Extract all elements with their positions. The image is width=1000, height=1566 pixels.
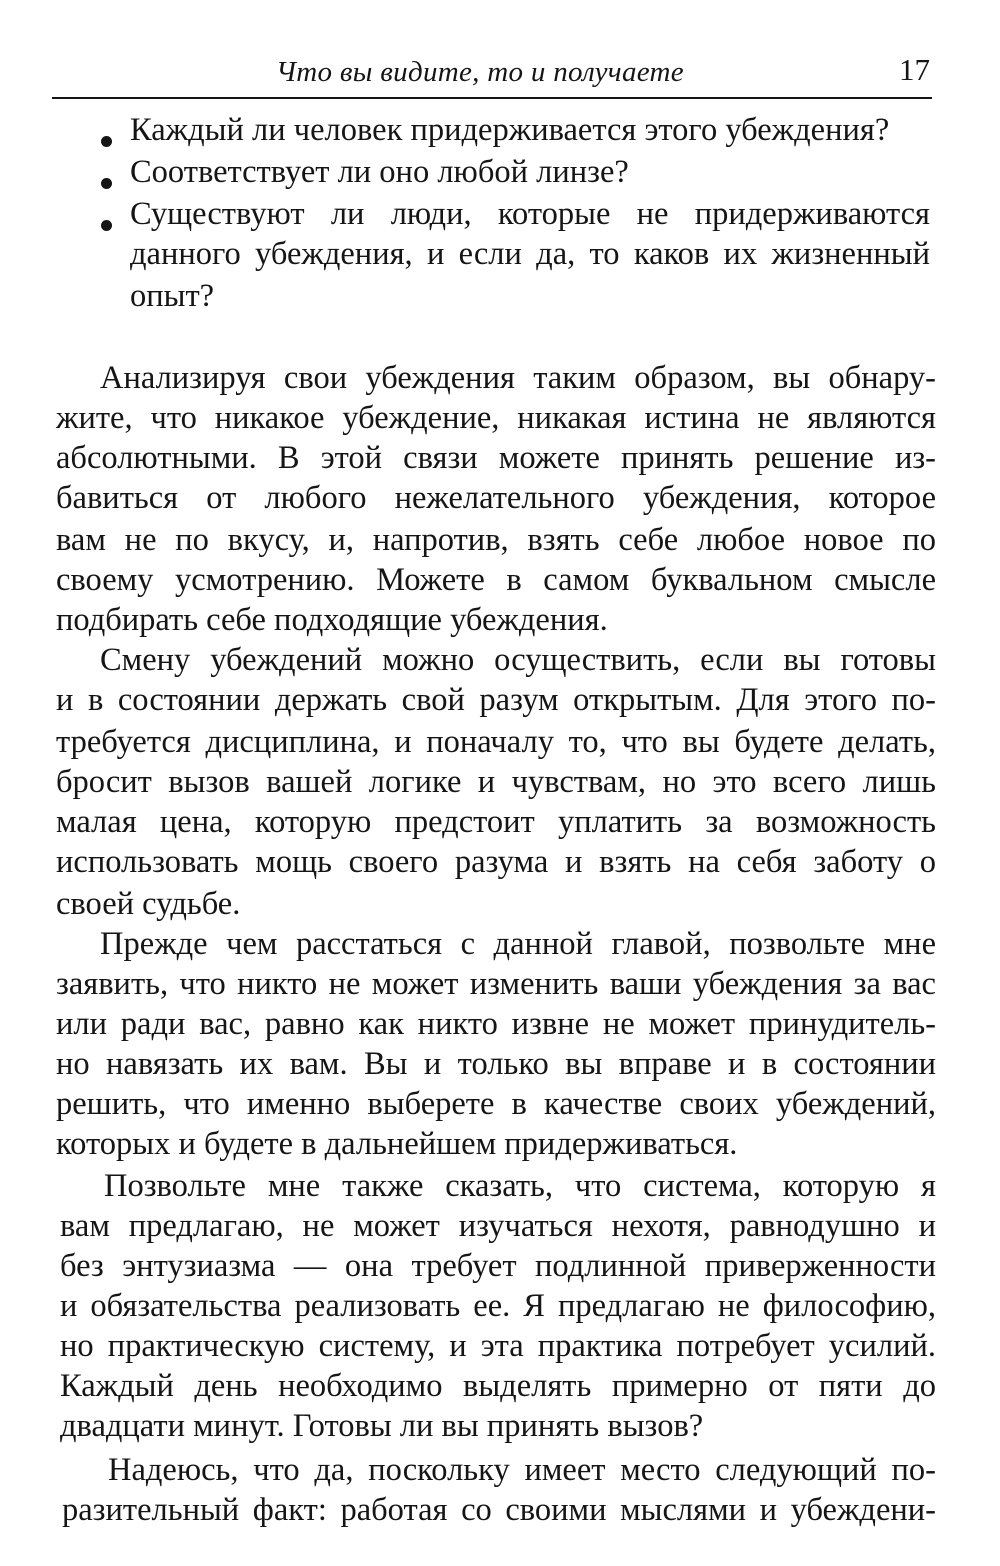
text-line: Позвольте мне также сказать, что система, которую я	[104, 1168, 936, 1204]
text-line: двадцати минут. Готовы ли вы принять вызов?	[60, 1408, 704, 1444]
text-line: Анализируя свои убеждения таким образом, вы обнару-	[100, 360, 936, 396]
text-line: требуется дисциплина, и поначалу то, что вы будете делать,	[56, 724, 936, 760]
text-line: Каждый день необходимо выделять примерно от пяти до	[60, 1368, 936, 1404]
bullet-dot	[101, 220, 112, 231]
text-line: и в состоянии держать свой разум открытым. Для этого по-	[56, 682, 936, 718]
text-line: заявить, что никто не может изменить ваши убеждения за вас	[56, 966, 936, 1002]
text-line: Прежде чем расстаться с данной главой, позвольте мне	[100, 926, 936, 962]
text-line: вам предлагаю, не может изучаться нехотя, равнодушно и	[60, 1208, 936, 1244]
text-line: своей судьбе.	[56, 886, 241, 922]
text-line: жите, что никакое убеждение, никакая истина не являются	[56, 400, 936, 436]
text-line: но практическую систему, и эта практика потребует усилий.	[60, 1328, 936, 1364]
text-line: без энтузиазма — она требует подлинной приверженности	[60, 1248, 936, 1284]
bullet-line: Соответствует ли оно любой линзе?	[130, 154, 629, 190]
text-line: использовать мощь своего разума и взять на себя заботу о	[56, 844, 936, 880]
bullet-line: Существуют ли люди, которые не придерживаются	[130, 196, 930, 232]
text-line: разительный факт: работая со своими мыслями и убеждени-	[62, 1492, 936, 1528]
text-line: подбирать себе подходящие убеждения.	[56, 602, 608, 638]
text-line: которых и будете в дальнейшем придерживаться.	[56, 1126, 738, 1162]
text-line: и обязательства реализовать ее. Я предлагаю не философию,	[60, 1288, 936, 1324]
text-line: Смену убеждений можно осуществить, если вы готовы	[100, 642, 936, 678]
text-line: абсолютными. В этой связи можете принять решение из-	[56, 440, 936, 476]
bullet-line: данного убеждения, и если да, то каков их жизненный	[130, 236, 930, 272]
page-number: 17	[899, 52, 930, 87]
bullet-line: Каждый ли человек придерживается этого убеждения?	[130, 112, 890, 148]
text-line: бросит вызов вашей логике и чувствам, но это всего лишь	[56, 764, 936, 800]
text-line: малая цена, которую предстоит уплатить за возможность	[56, 804, 936, 840]
header-rule	[52, 97, 932, 99]
bullet-dot	[101, 136, 112, 147]
running-title: Что вы видите, то и получаете	[276, 56, 684, 88]
text-line: бавиться от любого нежелательного убеждения, которое	[56, 480, 936, 516]
bullet-line: опыт?	[130, 278, 215, 314]
text-line: решить, что именно выберете в качестве своих убеждений,	[56, 1086, 936, 1122]
text-line: Надеюсь, что да, поскольку имеет место следующий по-	[108, 1452, 936, 1488]
text-line: но навязать их вам. Вы и только вы вправе и в состоянии	[56, 1046, 936, 1082]
text-line: вам не по вкусу, и, напротив, взять себе любое новое по	[56, 522, 936, 558]
text-line: или ради вас, равно как никто извне не может принудитель-	[56, 1006, 936, 1042]
bullet-dot	[101, 178, 112, 189]
text-line: своему усмотрению. Можете в самом буквальном смысле	[56, 562, 936, 598]
